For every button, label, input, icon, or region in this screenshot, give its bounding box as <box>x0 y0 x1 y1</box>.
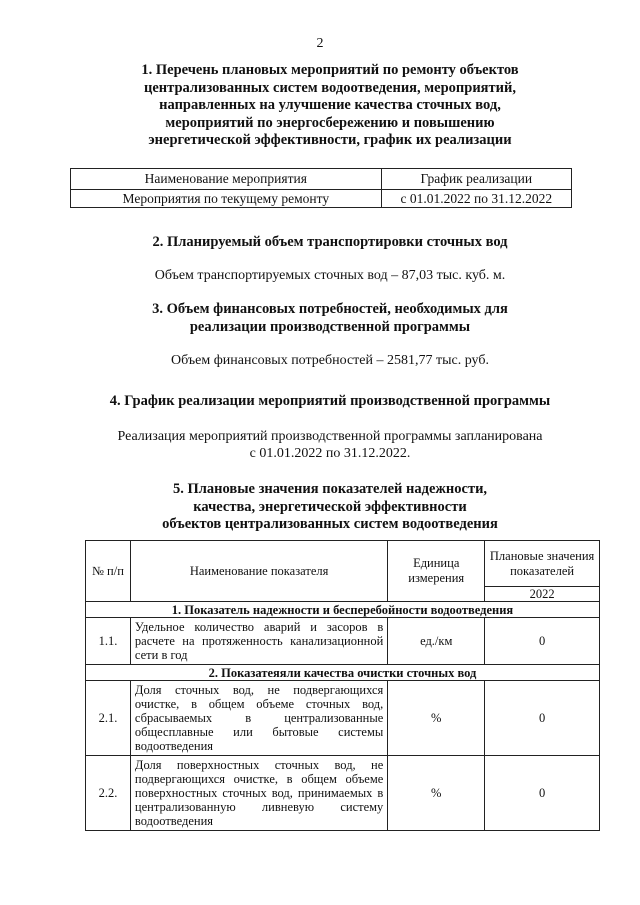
indicators-table <box>85 540 600 831</box>
table-header-row <box>86 541 600 587</box>
table-row <box>71 190 572 208</box>
section1-heading <box>60 62 600 150</box>
section4-text-line: Реализация мероприятий производственной программы запланирована <box>117 429 543 444</box>
col-year-header: 2022 <box>485 587 600 602</box>
col-plan-header: Плановые значения показателей <box>485 541 600 587</box>
section1-heading-line: 1. Перечень плановых мероприятий по ремонту объектов <box>141 62 519 78</box>
section1-heading-line: направленных на улучшение качества сточных вод, <box>159 97 501 113</box>
row-value: 0 <box>485 681 600 756</box>
activity-name: Мероприятия по текущему ремонту <box>71 190 382 208</box>
col-name-header: Наименование показателя <box>130 541 387 602</box>
activities-table <box>70 168 572 208</box>
section1-heading-line: энергетической эффективности, график их реализации <box>148 132 512 148</box>
row-indicator-name: Доля поверхностных сточных вод, не подвергающихся очистке, в общем объеме поверхностных сточных вод, принимаемых в централизованную ливневую систему водоотведения <box>130 756 387 831</box>
section4-heading: 4. График реализации мероприятий производственной программы <box>109 393 551 409</box>
activity-schedule: с 01.01.2022 по 31.12.2022 <box>381 190 571 208</box>
group-title: 1. Показатель надежности и бесперебойности водоотведения <box>86 602 600 618</box>
section5-heading-line: качества, энергетической эффективности <box>193 498 467 515</box>
group-row <box>86 665 600 681</box>
section3-text: Объем финансовых потребностей – 2581,77 тыс. руб. <box>171 353 489 368</box>
section5-heading-line: объектов централизованных систем водоотведения <box>162 516 498 532</box>
col-num-header: № п/п <box>86 541 131 602</box>
row-num: 1.1. <box>86 618 131 665</box>
group-row <box>86 602 600 618</box>
table-row <box>86 681 600 756</box>
table-header-row <box>71 169 572 190</box>
row-value: 0 <box>485 756 600 831</box>
row-unit: ед./км <box>388 618 485 665</box>
section4-text-line: с 01.01.2022 по 31.12.2022. <box>249 446 411 461</box>
group-title: 2. Показатеяяли качества очистки сточных вод <box>86 665 600 681</box>
col-activity-header: Наименование мероприятия <box>71 169 382 190</box>
section3-heading-line: 3. Объем финансовых потребностей, необходимых для <box>152 301 508 317</box>
row-unit: % <box>388 756 485 831</box>
row-value: 0 <box>485 618 600 665</box>
row-indicator-name: Удельное количество аварий и засоров в расчете на протяженность канализационной сети в год <box>130 618 387 665</box>
section3-heading-line: реализации производственной программы <box>189 318 471 335</box>
section4-text <box>40 428 620 462</box>
row-unit: % <box>388 681 485 756</box>
section5-heading-line: 5. Плановые значения показателей надежности, <box>172 481 488 497</box>
section5-heading <box>60 481 600 534</box>
row-num: 2.1. <box>86 681 131 756</box>
section1-heading-line: централизованных систем водоотведения, мероприятий, <box>144 79 516 96</box>
col-unit-header: Единица измерения <box>388 541 485 602</box>
section1-heading-line: мероприятий по энергосбережению и повышению <box>165 114 495 131</box>
section3-heading <box>60 301 600 336</box>
row-num: 2.2. <box>86 756 131 831</box>
row-indicator-name: Доля сточных вод, не подвергающихся очистке, в общем объеме сточных вод, сбрасываемых в централизованные общесплавные или бытовые системы водоотведения <box>130 681 387 756</box>
col-schedule-header: График реализации <box>381 169 571 190</box>
section2-heading: 2. Планируемый объем транспортировки сточных вод <box>152 234 508 250</box>
table-row <box>86 756 600 831</box>
table-row <box>86 618 600 665</box>
page-number: 2 <box>316 36 324 51</box>
section2-text: Объем транспортируемых сточных вод – 87,03 тыс. куб. м. <box>154 268 506 283</box>
